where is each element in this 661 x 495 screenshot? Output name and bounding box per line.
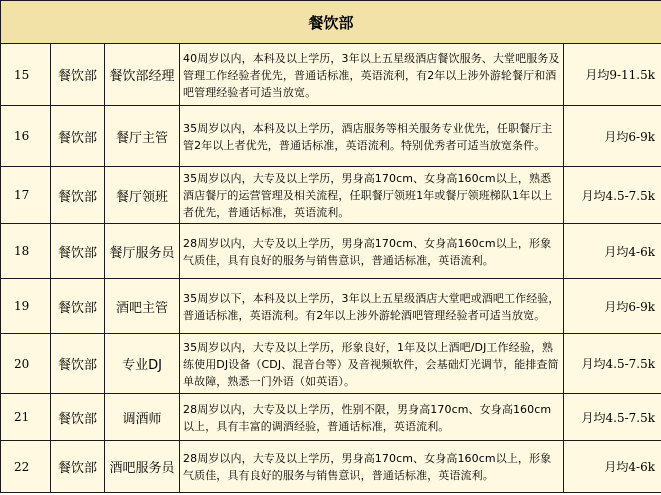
salary-text: 月均6-9k — [604, 299, 655, 314]
position-cell[interactable] — [105, 279, 180, 334]
salary-cell[interactable] — [564, 167, 661, 224]
requirement-cell[interactable] — [180, 279, 564, 334]
department-cell[interactable] — [51, 394, 105, 441]
salary-text: 月均4.5-7.5k — [581, 357, 655, 371]
requirement-text: 35周岁以下，本科及以上学历，3年以上五星级酒店大堂吧或酒吧工作经验，普通话标准，英语流利。有2年以上涉外游轮酒吧管理经验者可适当放宽。 — [183, 291, 560, 322]
salary-text: 月均4-6k — [604, 460, 655, 474]
department-cell[interactable] — [51, 441, 105, 493]
row-number-cell[interactable] — [1, 44, 51, 106]
requirement-text: 28周岁以内，大专及以上学历，男身高170cm、女身高160cm以上，形象气质佳，具有良好的服务与销售意识，普通话标准，英语流利。 — [183, 452, 552, 482]
row-number-cell[interactable] — [1, 441, 51, 493]
requirement-cell[interactable] — [180, 441, 564, 493]
requirement-text: 28周岁以内，大专及以上学历，性别不限，男身高170cm、女身高160cm以上，具有丰富的调酒经验，普通话标准，英语流利。 — [183, 402, 552, 433]
position-cell[interactable] — [105, 106, 180, 167]
requirement-cell[interactable] — [180, 394, 564, 441]
requirement-text: 35周岁以内，本科及以上学历，酒店服务等相关服务专业优先，任职餐厅主管2年以上者优先，普通话标准，英语流利。特别优秀者可适当放宽条件。 — [183, 121, 553, 152]
row-number-text: 21 — [14, 410, 30, 424]
row-number-cell[interactable] — [1, 106, 51, 167]
salary-cell[interactable] — [564, 224, 661, 279]
requirement-cell[interactable] — [180, 224, 564, 279]
table-title[interactable]: 餐饮部 — [1, 1, 661, 44]
table-row — [1, 224, 661, 279]
department-text: 餐饮部 — [57, 411, 97, 427]
salary-cell[interactable] — [564, 394, 661, 441]
department-text: 餐饮部 — [57, 300, 97, 316]
requirement-cell[interactable] — [180, 334, 564, 394]
department-cell[interactable] — [51, 44, 105, 106]
department-cell[interactable] — [51, 224, 105, 279]
position-text: 专业DJ — [122, 358, 162, 373]
salary-cell[interactable] — [564, 334, 661, 394]
table-row — [1, 44, 661, 106]
requirement-cell[interactable] — [180, 106, 564, 167]
row-number-text: 20 — [14, 356, 30, 371]
row-number-cell[interactable] — [1, 224, 51, 279]
requirement-text: 40周岁以内，本科及以上学历，3年以上五星级酒店餐饮服务、大堂吧服务及管理工作经验者优先，普通话标准，英语流利，有2年以上涉外游轮餐厅和酒吧管理经验者可适当放宽。 — [183, 51, 560, 99]
department-text: 餐饮部 — [57, 69, 97, 84]
table-row — [1, 441, 661, 493]
department-cell[interactable] — [51, 106, 105, 167]
row-number-text: 17 — [14, 188, 30, 202]
position-text: 调酒师 — [122, 411, 162, 427]
requirement-text: 28周岁以内，大专及以上学历，男身高170cm、女身高160cm以上，形象气质佳，具有良好的服务与销售意识，普通话标准，英语流利。 — [183, 236, 552, 267]
position-cell[interactable] — [105, 44, 180, 106]
position-cell[interactable] — [105, 224, 180, 279]
position-cell[interactable] — [105, 394, 180, 441]
salary-text: 月均4.5-7.5k — [581, 188, 655, 203]
table-row — [1, 279, 661, 334]
title-row — [1, 1, 661, 44]
table-row — [1, 334, 661, 394]
salary-cell[interactable] — [564, 279, 661, 334]
position-text: 酒吧主管 — [115, 300, 168, 316]
row-number-text: 19 — [14, 299, 30, 313]
row-number-cell[interactable] — [1, 279, 51, 334]
department-text: 餐饮部 — [57, 461, 97, 476]
table-row — [1, 167, 661, 224]
department-cell[interactable] — [51, 334, 105, 394]
salary-cell[interactable] — [564, 44, 661, 106]
requirement-text: 35周岁以内，大专及以上学历，男身高170cm、女身高160cm以上，熟悉酒店餐厅的运营管理及相关流程，任职餐厅领班1年或餐厅领班梯队1年以上者优先，普通话标准，英语流利。 — [183, 172, 553, 219]
department-text: 餐饮部 — [57, 245, 97, 261]
position-text: 餐厅领班 — [115, 189, 168, 205]
row-number-text: 22 — [14, 459, 30, 474]
salary-text: 月均4.5-7.5k — [581, 410, 655, 425]
position-text: 餐饮部经理 — [109, 69, 175, 84]
position-cell[interactable] — [105, 167, 180, 224]
position-cell[interactable] — [105, 334, 180, 394]
table-row — [1, 106, 661, 167]
department-text: 餐饮部 — [57, 189, 97, 205]
row-number-text: 18 — [14, 244, 30, 258]
department-cell[interactable] — [51, 167, 105, 224]
row-number-cell[interactable] — [1, 334, 51, 394]
salary-text: 月均6-9k — [604, 129, 655, 144]
position-cell[interactable] — [105, 441, 180, 493]
requirement-text: 35周岁以内，大专及以上学历，形象良好，1年及以上酒吧/DJ工作经验，熟练使用DJ设备（CDJ、混音台等）及音视频软件，会基础灯光调节，能排查简单故障，熟悉一门外语（如英语）。 — [183, 340, 559, 388]
requirement-cell[interactable] — [180, 44, 564, 106]
department-text: 餐饮部 — [57, 130, 97, 146]
table-row — [1, 394, 661, 441]
position-text: 餐厅服务员 — [109, 245, 175, 261]
salary-cell[interactable] — [564, 441, 661, 493]
position-text: 酒吧服务员 — [109, 461, 175, 476]
row-number-cell[interactable] — [1, 394, 51, 441]
department-text: 餐饮部 — [57, 358, 97, 373]
salary-cell[interactable] — [564, 106, 661, 167]
row-number-cell[interactable] — [1, 167, 51, 224]
row-number-text: 16 — [14, 129, 30, 143]
requirement-cell[interactable] — [180, 167, 564, 224]
salary-text: 月均4-6k — [604, 244, 655, 259]
row-number-text: 15 — [14, 67, 30, 82]
position-text: 餐厅主管 — [115, 130, 168, 146]
department-cell[interactable] — [51, 279, 105, 334]
salary-text: 月均9-11.5k — [585, 68, 655, 82]
